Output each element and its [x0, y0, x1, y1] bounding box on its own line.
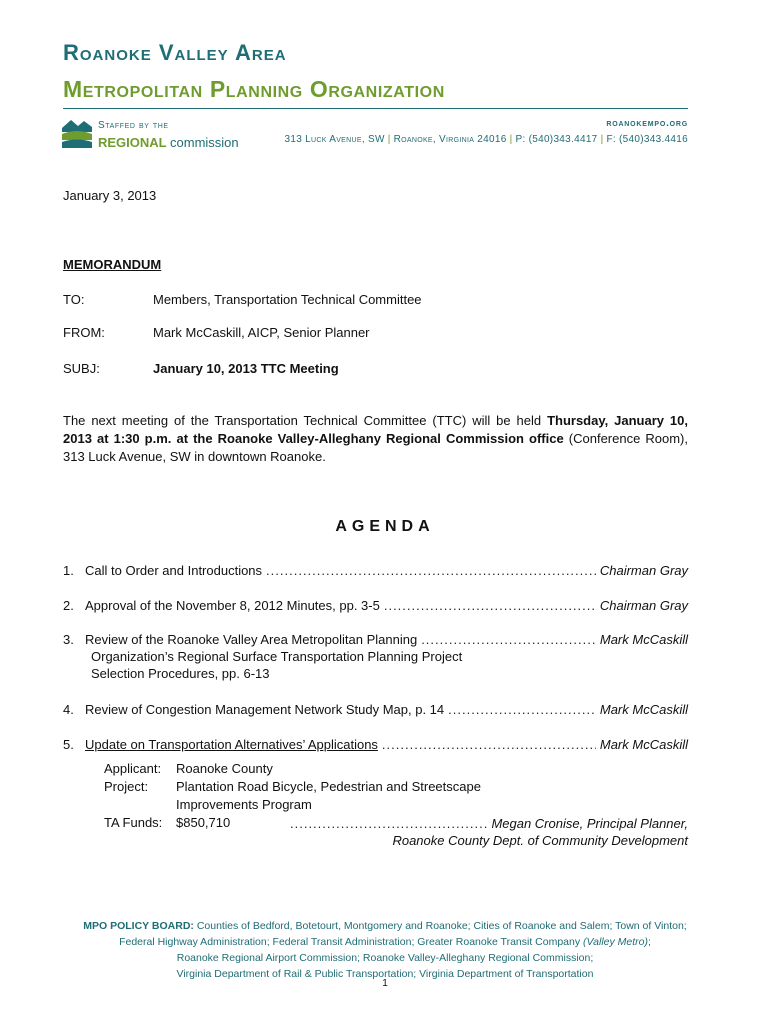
leader-dots [382, 736, 596, 753]
item-continuation: Organization’s Regional Surface Transportation Planning Project [91, 649, 463, 664]
presenter-name: Megan Cronise, Principal Planner, [491, 816, 688, 831]
phone-number: P: (540)343.4417 [515, 134, 598, 145]
org-name-line2: Metropolitan Planning Organization [63, 76, 445, 102]
applicant-label: Applicant: [104, 761, 162, 776]
item-number: 5. [63, 737, 74, 752]
agenda-item-2 [63, 597, 688, 614]
footer-line3: Roanoke Regional Airport Commission; Roanoke Valley-Alleghany Regional Commission; [176, 952, 594, 964]
paragraph-bold: Thursday, January 10, 2013 at 1:30 p.m. at the Roanoke Valley-Alleghany Regional Commission office [63, 413, 688, 446]
item-presenter: Chairman Gray [599, 598, 688, 613]
from-value: Mark McCaskill, AICP, Senior Planner [153, 325, 370, 340]
funds-value: $850,710 [176, 815, 231, 830]
footer-line4: Virginia Department of Rail & Public Transportation; Virginia Department of Transportation [176, 968, 594, 980]
project-value-line1: Plantation Road Bicycle, Pedestrian and Streetscape [176, 779, 481, 794]
leader-dots [421, 631, 596, 648]
item-number: 3. [63, 632, 74, 647]
presenter-line [290, 815, 688, 849]
leader-dots [266, 562, 596, 579]
regional-commission-logo-icon [62, 116, 92, 148]
contact-line: 313 Luck Avenue, SW | Roanoke, Virginia 24016 | P: (540)343.4417 | F: (540)343.4416 [284, 134, 688, 145]
page-number: 1 [382, 978, 388, 989]
memo-date: January 3, 2013 [63, 188, 157, 203]
applicant-value: Roanoke County [176, 761, 273, 776]
agenda-item-5 [63, 736, 688, 753]
item-number: 2. [63, 598, 74, 613]
footer-line1 [0, 918, 770, 934]
leader-dots [290, 815, 487, 832]
item-text: Update on Transportation Alternatives’ Applications [85, 737, 378, 752]
org-name-line1: Roanoke Valley Area [63, 40, 287, 65]
footer-line2-text: Federal Highway Administration; Federal Transit Administration; Greater Roanoke Transit Company [119, 936, 584, 948]
item-presenter: Chairman Gray [599, 563, 688, 578]
regional-word: REGIONAL [98, 135, 167, 150]
item-presenter: Mark McCaskill [599, 737, 688, 752]
item-text: Call to Order and Introductions [85, 563, 263, 578]
agenda-item-3 [63, 631, 688, 682]
website-link[interactable]: roanokempo.org [606, 118, 688, 129]
item-text: Review of Congestion Management Network Study Map, p. 14 [85, 702, 445, 717]
street-address: 313 Luck Avenue, SW [284, 134, 385, 145]
item-number: 1. [63, 563, 74, 578]
funds-label: TA Funds: [104, 815, 163, 830]
leader-dots [448, 701, 596, 718]
paragraph-start: The next meeting of the Transportation Technical Committee (TTC) will be held [63, 413, 548, 428]
to-value: Members, Transportation Technical Committee [153, 292, 422, 307]
fax-number: F: (540)343.4416 [606, 134, 688, 145]
leader-dots [384, 597, 596, 614]
agenda-title: AGENDA [335, 518, 435, 535]
regional-commission-label [98, 135, 239, 150]
city-address: Roanoke, Virginia 24016 [393, 134, 507, 145]
header-rule [63, 108, 688, 109]
presenter-affiliation: Roanoke County Dept. of Community Development [392, 833, 688, 848]
memo-heading: MEMORANDUM [63, 257, 162, 272]
agenda-item-1 [63, 562, 688, 579]
to-label: TO: [63, 292, 85, 307]
item-presenter: Mark McCaskill [599, 632, 688, 647]
commission-word: commission [170, 135, 239, 150]
agenda-item-4 [63, 701, 688, 718]
project-label: Project: [104, 779, 149, 794]
staffed-by-label: Staffed by the [98, 120, 169, 131]
policy-board-label: MPO POLICY BOARD: [83, 920, 194, 932]
project-value [176, 778, 481, 814]
valley-metro-text: (Valley Metro) [583, 936, 648, 948]
subj-label: SUBJ: [63, 361, 100, 376]
footer-line1-text: Counties of Bedford, Botetourt, Montgomery and Roanoke; Cities of Roanoke and Salem; Town of Vinton; [196, 920, 687, 932]
item-text: Approval of the November 8, 2012 Minutes, pp. 3-5 [85, 598, 380, 613]
from-label: FROM: [63, 325, 105, 340]
item-text: Review of the Roanoke Valley Area Metropolitan Planning [85, 632, 418, 647]
meeting-paragraph [63, 412, 688, 466]
paragraph-end: (Conference Room), 313 Luck Avenue, SW in downtown Roanoke. [63, 431, 688, 464]
item-number: 4. [63, 702, 74, 717]
policy-board-footer [0, 918, 770, 982]
subj-value: January 10, 2013 TTC Meeting [153, 361, 339, 376]
footer-line2 [0, 934, 770, 950]
project-value-line2: Improvements Program [176, 797, 312, 812]
item-presenter: Mark McCaskill [599, 702, 688, 717]
footer-line2-end: ; [648, 936, 651, 948]
item-continuation: Selection Procedures, pp. 6-13 [91, 666, 270, 681]
